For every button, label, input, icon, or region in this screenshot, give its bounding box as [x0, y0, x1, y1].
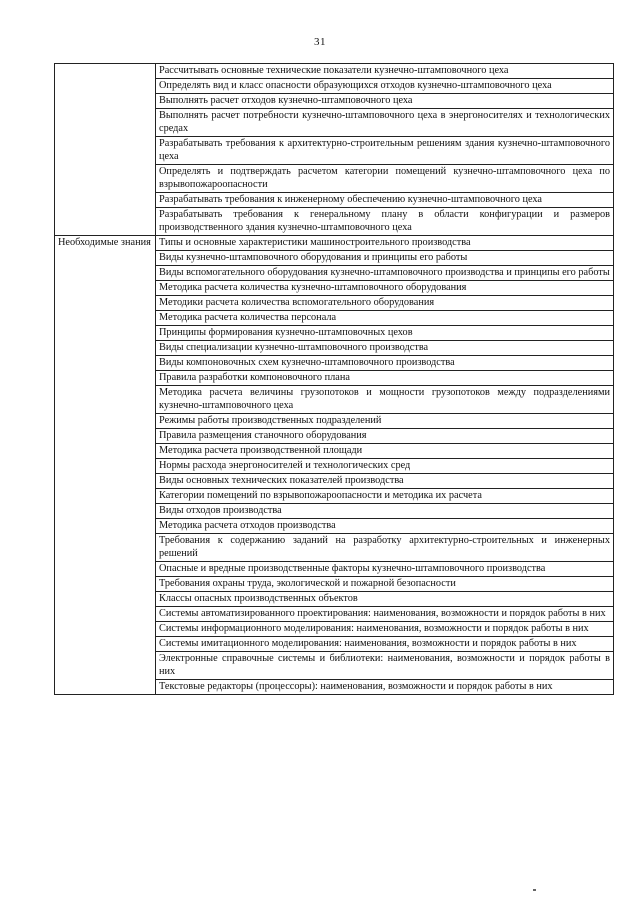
knowledge-item: Методика расчета производственной площади — [156, 444, 614, 459]
knowledge-item: Требования охраны труда, экологической и пожарной безопасности — [156, 577, 614, 592]
abilities-item: Выполнять расчет потребности кузнечно-штамповочного цеха в энергоносителях и технологических средах — [156, 109, 614, 137]
knowledge-item: Системы информационного моделирования: наименования, возможности и порядок работы в них — [156, 622, 614, 637]
knowledge-item: Категории помещений по взрывопожароопасности и методика их расчета — [156, 489, 614, 504]
knowledge-item: Текстовые редакторы (процессоры): наименования, возможности и порядок работы в них — [156, 680, 614, 695]
abilities-item: Определять и подтверждать расчетом категории помещений кузнечно-штамповочного цеха по взрывопожароопасности — [156, 165, 614, 193]
knowledge-item: Системы имитационного моделирования: наименования, возможности и порядок работы в них — [156, 637, 614, 652]
abilities-item: Разрабатывать требования к генеральному плану в области конфигурации и размеров производственного здания кузнечно-штамповочного цеха — [156, 208, 614, 236]
knowledge-item: Методика расчета количества кузнечно-штамповочного оборудования — [156, 281, 614, 296]
knowledge-item: Виды специализации кузнечно-штамповочного производства — [156, 341, 614, 356]
abilities-item: Определять вид и класс опасности образующихся отходов кузнечно-штамповочного цеха — [156, 79, 614, 94]
abilities-item: Выполнять расчет отходов кузнечно-штамповочного цеха — [156, 94, 614, 109]
knowledge-item: Системы автоматизированного проектирования: наименования, возможности и порядок работы в них — [156, 607, 614, 622]
knowledge-item: Классы опасных производственных объектов — [156, 592, 614, 607]
knowledge-item: Электронные справочные системы и библиотеки: наименования, возможности и порядок работы в них — [156, 652, 614, 680]
abilities-item: Разрабатывать требования к архитектурно-строительным решениям здания кузнечно-штамповочного цеха — [156, 137, 614, 165]
table-row — [55, 236, 614, 251]
knowledge-item: Виды вспомогательного оборудования кузнечно-штамповочного производства и принципы его работы — [156, 266, 614, 281]
abilities-item: Рассчитывать основные технические показатели кузнечно-штамповочного цеха — [156, 64, 614, 79]
knowledge-item: Методика расчета количества персонала — [156, 311, 614, 326]
scan-artifact — [533, 889, 536, 891]
knowledge-item: Принципы формирования кузнечно-штамповочных цехов — [156, 326, 614, 341]
knowledge-item: Виды кузнечно-штамповочного оборудования и принципы его работы — [156, 251, 614, 266]
knowledge-item: Методики расчета количества вспомогательного оборудования — [156, 296, 614, 311]
knowledge-label: Необходимые знания — [55, 236, 156, 695]
knowledge-item: Типы и основные характеристики машиностроительного производства — [156, 236, 614, 251]
knowledge-item: Правила размещения станочного оборудования — [156, 429, 614, 444]
table-row — [55, 64, 614, 79]
specification-table — [54, 63, 614, 695]
knowledge-item: Виды основных технических показателей производства — [156, 474, 614, 489]
knowledge-item: Виды компоновочных схем кузнечно-штамповочного производства — [156, 356, 614, 371]
knowledge-item: Методика расчета отходов производства — [156, 519, 614, 534]
knowledge-item: Режимы работы производственных подразделений — [156, 414, 614, 429]
knowledge-item: Правила разработки компоновочного плана — [156, 371, 614, 386]
abilities-item: Разрабатывать требования к инженерному обеспечению кузнечно-штамповочного цеха — [156, 193, 614, 208]
knowledge-item: Методика расчета величины грузопотоков и мощности грузопотоков между подразделениями кузнечно-штамповочного цеха — [156, 386, 614, 414]
abilities-label — [55, 64, 156, 236]
knowledge-item: Опасные и вредные производственные факторы кузнечно-штамповочного производства — [156, 562, 614, 577]
knowledge-item: Виды отходов производства — [156, 504, 614, 519]
knowledge-item: Требования к содержанию заданий на разработку архитектурно-строительных и инженерных решений — [156, 534, 614, 562]
page-number: 31 — [314, 36, 326, 48]
knowledge-item: Нормы расхода энергоносителей и технологических сред — [156, 459, 614, 474]
